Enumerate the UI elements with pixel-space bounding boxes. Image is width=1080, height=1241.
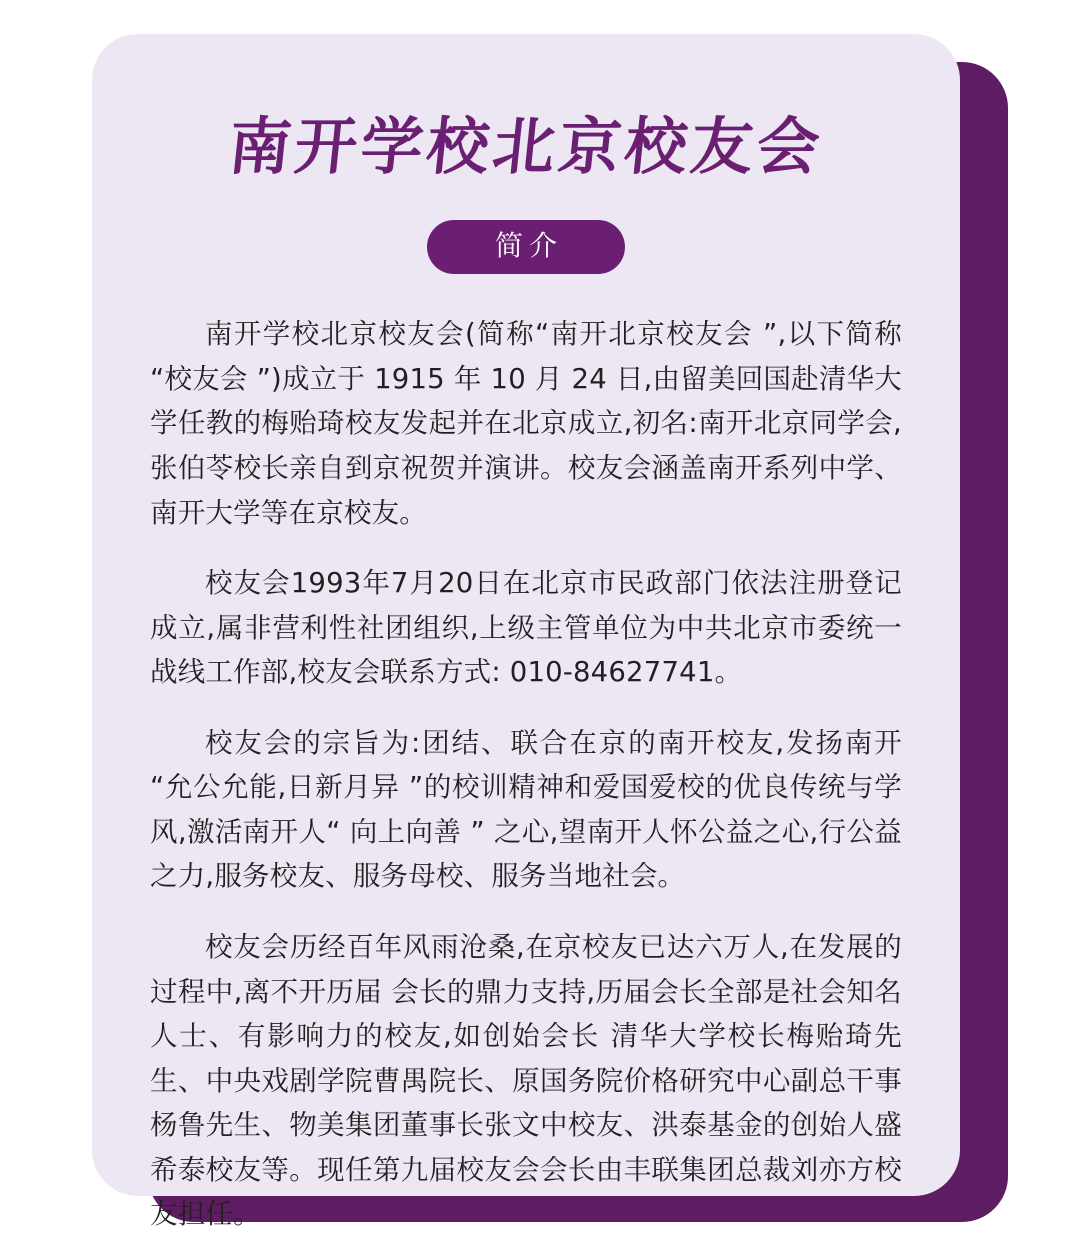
content-card — [92, 34, 960, 1231]
page-title: 南开学校北京校友会 — [225, 110, 827, 183]
paragraph-2: 校友会1993年7月20日在北京市民政部门依法注册登记成立,属非营利性社团组织,上级主管单位为中共北京市委统一战线工作部,校友会联系方式: 010-84627741。 — [150, 567, 902, 689]
paragraph-3: 校友会的宗旨为:团结、联合在京的南开校友,发扬南开“允公允能,日新月异 ”的校训精神和爱国爱校的优良传统与学风,激活南开人“ 向上向善 ” 之心,望南开人怀公益之心,行公益之力,服务校友、服务母校、服务当地社会。 — [150, 726, 902, 893]
paragraph-4: 校友会历经百年风雨沧桑,在京校友已达六万人,在发展的过程中,离不开历届 会长的鼎力支持,历届会长全部是社会知名人士、有影响力的校友,如创始会长 清华大学校长梅贻琦先生、中央戏剧学院曹禺院长、原国务院价格研究中心副总干事杨鲁先生、物美集团董事长张文中校友、洪泰基金的创始人盛希泰校友等。现任第九届校友会会长由丰联集团总裁刘亦方校友担任。 — [150, 930, 902, 1231]
body-text — [150, 312, 902, 1236]
paragraph-1: 南开学校北京校友会(简称“南开北京校友会 ”,以下简称“校友会 ”)成立于 1915 年 10 月 24 日,由留美回国赴清华大学任教的梅贻琦校友发起并在北京成立,初名:南开北京同学会,张伯苓校长亲自到京祝贺并演讲。校友会涵盖南开系列中学、南开大学等在京校友。 — [150, 318, 902, 529]
section-badge: 简介 — [427, 220, 625, 274]
section-badge-wrapper — [150, 220, 902, 274]
